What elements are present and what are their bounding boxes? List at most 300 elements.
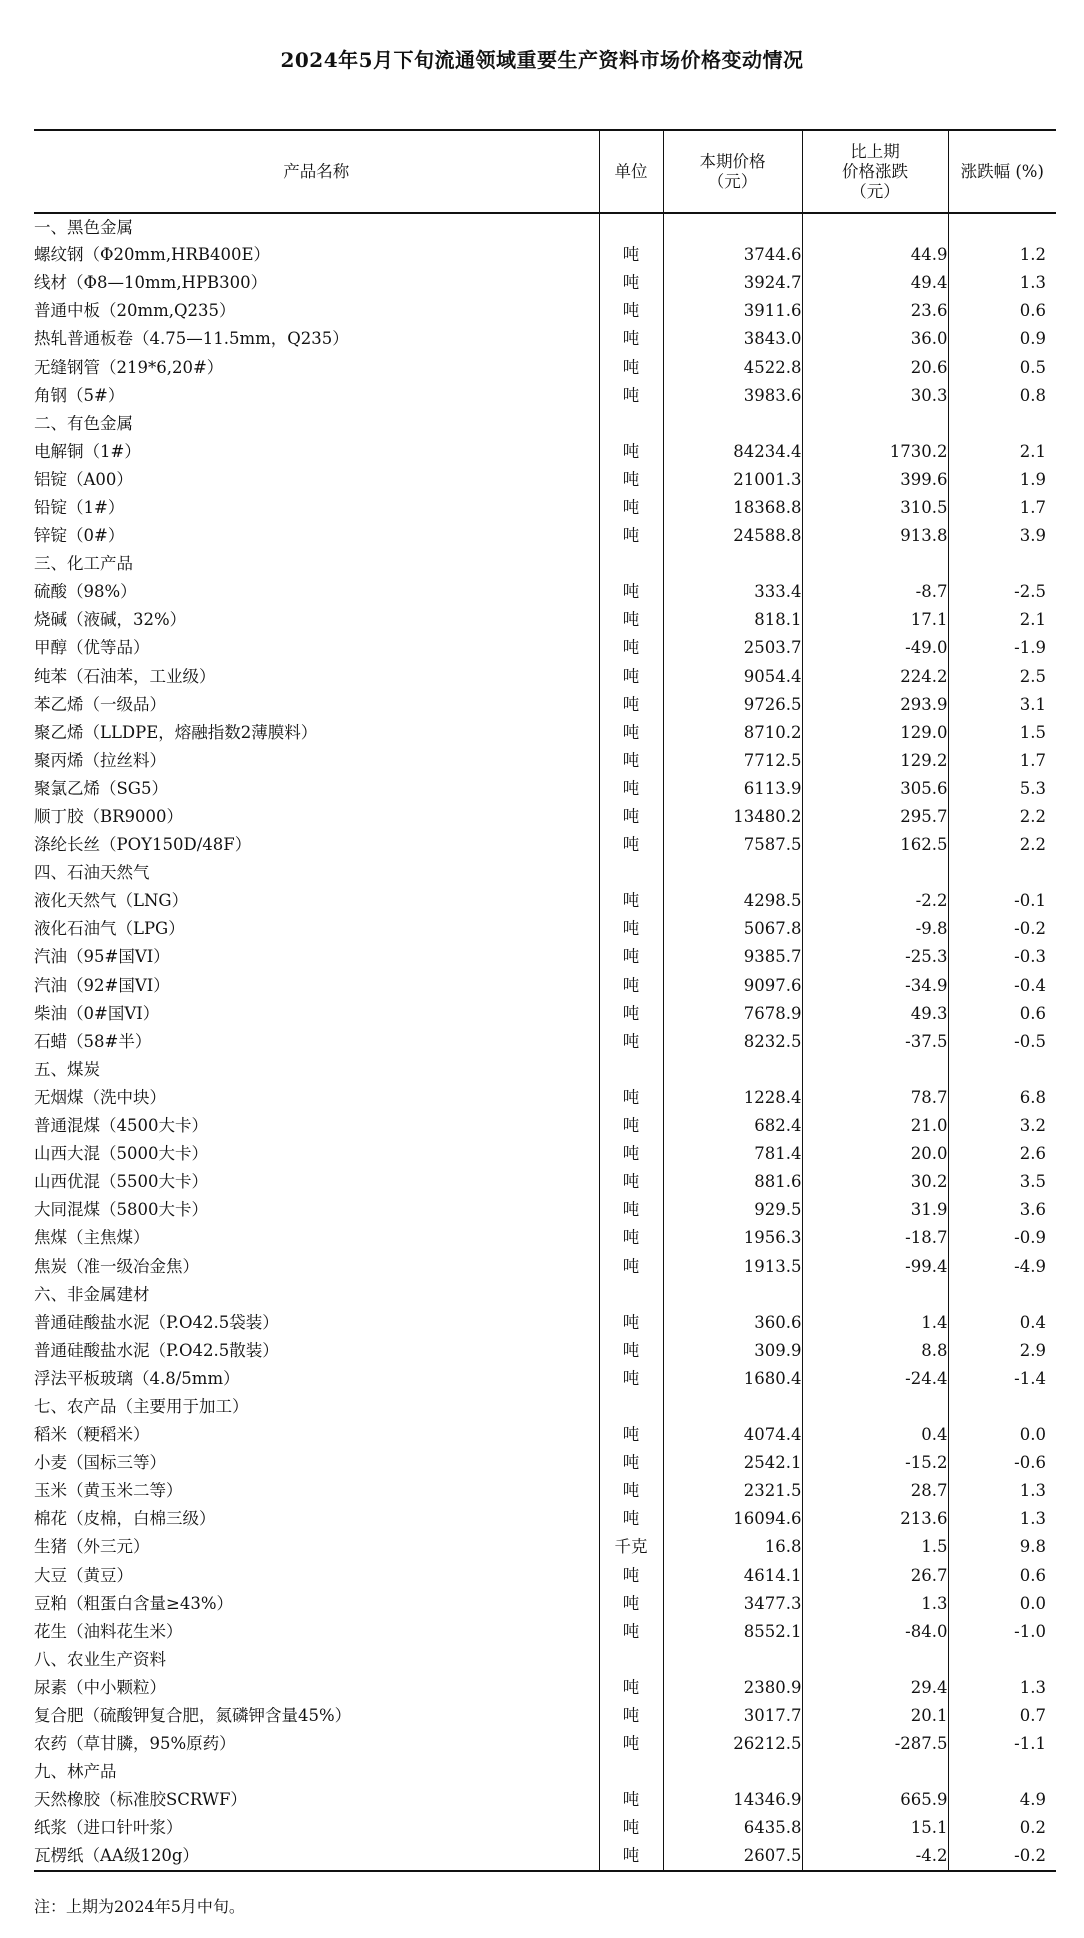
- product-price-change: 1.5: [802, 1533, 948, 1561]
- product-pct-change: 0.2: [948, 1814, 1056, 1842]
- product-pct-change: 2.5: [948, 663, 1056, 691]
- product-pct-change: 1.3: [948, 1477, 1056, 1505]
- product-price-change: -25.3: [802, 943, 948, 971]
- footnote: 注：上期为2024年5月中旬。: [34, 1897, 245, 1916]
- product-name: 热轧普通板卷（4.75—11.5mm，Q235）: [34, 329, 349, 349]
- product-unit: 吨: [599, 325, 663, 353]
- product-price: 2542.1: [663, 1449, 802, 1477]
- product-unit: 吨: [599, 1421, 663, 1449]
- product-pct-change: 1.3: [948, 1674, 1056, 1702]
- product-price: 1680.4: [663, 1365, 802, 1393]
- product-price: 84234.4: [663, 438, 802, 466]
- table-row: [34, 297, 1056, 325]
- product-name: 无烟煤（洗中块）: [34, 1087, 166, 1107]
- product-pct-change: 2.2: [948, 831, 1056, 859]
- product-price-change: -37.5: [802, 1028, 948, 1056]
- product-pct-change: -1.4: [948, 1365, 1056, 1393]
- product-price: 9726.5: [663, 691, 802, 719]
- table-row: [34, 943, 1056, 971]
- product-pct-change: 3.6: [948, 1196, 1056, 1224]
- product-name: 涤纶长丝（POY150D/48F）: [34, 835, 252, 855]
- product-price-change: 162.5: [802, 831, 948, 859]
- product-price-change: 293.9: [802, 691, 948, 719]
- product-name: 浮法平板玻璃（4.8/5mm）: [34, 1368, 240, 1388]
- category-change-cell: [802, 550, 948, 578]
- product-pct-change: 0.0: [948, 1590, 1056, 1618]
- product-price: 2607.5: [663, 1842, 802, 1870]
- category-row: [34, 1393, 1056, 1421]
- category-pct-cell: [948, 1646, 1056, 1674]
- product-price-change: -18.7: [802, 1224, 948, 1252]
- product-unit: 吨: [599, 634, 663, 662]
- product-price: 3983.6: [663, 382, 802, 410]
- product-name: 普通硅酸盐水泥（P.O42.5散装）: [34, 1340, 279, 1360]
- header-product-name: 产品名称: [34, 130, 599, 213]
- product-price: 3744.6: [663, 241, 802, 269]
- product-price-change: 30.3: [802, 382, 948, 410]
- category-unit-cell: [599, 1758, 663, 1786]
- table-row: [34, 1477, 1056, 1505]
- product-pct-change: 3.9: [948, 522, 1056, 550]
- product-pct-change: -0.3: [948, 943, 1056, 971]
- product-price-change: 49.4: [802, 269, 948, 297]
- product-pct-change: 9.8: [948, 1533, 1056, 1561]
- product-price: 9054.4: [663, 663, 802, 691]
- product-price-change: 665.9: [802, 1786, 948, 1814]
- product-pct-change: 1.3: [948, 269, 1056, 297]
- product-pct-change: 3.2: [948, 1112, 1056, 1140]
- product-pct-change: 0.0: [948, 1421, 1056, 1449]
- product-unit: 吨: [599, 241, 663, 269]
- product-unit: 吨: [599, 972, 663, 1000]
- category-pct-cell: [948, 410, 1056, 438]
- product-pct-change: 2.1: [948, 606, 1056, 634]
- product-price: 4614.1: [663, 1562, 802, 1590]
- product-price: 9385.7: [663, 943, 802, 971]
- product-name: 小麦（国标三等）: [34, 1453, 166, 1473]
- table-row: [34, 1084, 1056, 1112]
- table-row: [34, 522, 1056, 550]
- product-price: 24588.8: [663, 522, 802, 550]
- product-unit: 吨: [599, 1562, 663, 1590]
- table-row: [34, 1112, 1056, 1140]
- category-name: 五、煤炭: [34, 1059, 100, 1079]
- product-price-change: 21.0: [802, 1112, 948, 1140]
- product-pct-change: 1.7: [948, 494, 1056, 522]
- table-row: [34, 1168, 1056, 1196]
- product-name: 线材（Φ8—10mm,HPB300）: [34, 273, 268, 293]
- product-name: 普通混煤（4500大卡）: [34, 1116, 208, 1136]
- product-price: 3924.7: [663, 269, 802, 297]
- product-pct-change: -0.4: [948, 972, 1056, 1000]
- product-price-change: -49.0: [802, 634, 948, 662]
- table-row: [34, 831, 1056, 859]
- product-unit: 吨: [599, 943, 663, 971]
- product-price-change: 224.2: [802, 663, 948, 691]
- category-unit-cell: [599, 1646, 663, 1674]
- product-price-change: 129.2: [802, 747, 948, 775]
- product-name: 汽油（92#国VI）: [34, 975, 170, 995]
- product-pct-change: 1.5: [948, 719, 1056, 747]
- product-price-change: 28.7: [802, 1477, 948, 1505]
- product-unit: 吨: [599, 1084, 663, 1112]
- product-price: 6435.8: [663, 1814, 802, 1842]
- category-unit-cell: [599, 1281, 663, 1309]
- table-row: [34, 634, 1056, 662]
- product-pct-change: 5.3: [948, 775, 1056, 803]
- category-unit-cell: [599, 213, 663, 241]
- table-row: [34, 1842, 1056, 1870]
- table-row: [34, 1730, 1056, 1758]
- table-row: [34, 382, 1056, 410]
- product-name: 稻米（粳稻米）: [34, 1425, 150, 1445]
- product-price: 21001.3: [663, 466, 802, 494]
- product-name: 普通中板（20mm,Q235）: [34, 301, 236, 321]
- category-pct-cell: [948, 550, 1056, 578]
- table-row: [34, 494, 1056, 522]
- product-price: 18368.8: [663, 494, 802, 522]
- product-unit: 吨: [599, 1365, 663, 1393]
- product-unit: 吨: [599, 1786, 663, 1814]
- category-unit-cell: [599, 1056, 663, 1084]
- product-pct-change: 3.1: [948, 691, 1056, 719]
- product-name: 顺丁胶（BR9000）: [34, 807, 184, 827]
- product-name: 焦煤（主焦煤）: [34, 1228, 150, 1248]
- product-unit: 吨: [599, 747, 663, 775]
- product-name: 石蜡（58#半）: [34, 1031, 152, 1051]
- product-pct-change: 0.5: [948, 353, 1056, 381]
- product-price-change: 20.0: [802, 1140, 948, 1168]
- product-price-change: 129.0: [802, 719, 948, 747]
- product-name: 聚丙烯（拉丝料）: [34, 750, 166, 770]
- product-price: 5067.8: [663, 915, 802, 943]
- product-name: 山西大混（5000大卡）: [34, 1144, 208, 1164]
- table-row: [34, 1702, 1056, 1730]
- product-price: 9097.6: [663, 972, 802, 1000]
- product-name: 汽油（95#国VI）: [34, 947, 170, 967]
- table-row: [34, 1196, 1056, 1224]
- product-price: 360.6: [663, 1309, 802, 1337]
- product-name: 角钢（5#）: [34, 385, 125, 405]
- table-row: [34, 1309, 1056, 1337]
- product-pct-change: 2.6: [948, 1140, 1056, 1168]
- product-price: 3843.0: [663, 325, 802, 353]
- product-name: 大同混煤（5800大卡）: [34, 1200, 208, 1220]
- category-change-cell: [802, 1393, 948, 1421]
- header-price-line2: （元）: [707, 171, 758, 191]
- product-price-change: 44.9: [802, 241, 948, 269]
- table-row: [34, 353, 1056, 381]
- table-row: [34, 466, 1056, 494]
- product-unit: 吨: [599, 663, 663, 691]
- product-price: 8552.1: [663, 1618, 802, 1646]
- product-price-change: 30.2: [802, 1168, 948, 1196]
- table-row: [34, 1562, 1056, 1590]
- product-price-change: 36.0: [802, 325, 948, 353]
- product-pct-change: 0.9: [948, 325, 1056, 353]
- product-pct-change: 1.2: [948, 241, 1056, 269]
- price-table: [34, 129, 1056, 1872]
- product-unit: 吨: [599, 1618, 663, 1646]
- category-unit-cell: [599, 410, 663, 438]
- product-pct-change: -2.5: [948, 578, 1056, 606]
- product-price-change: 49.3: [802, 1000, 948, 1028]
- product-name: 大豆（黄豆）: [34, 1565, 133, 1585]
- category-pct-cell: [948, 1393, 1056, 1421]
- product-price-change: 20.1: [802, 1702, 948, 1730]
- product-unit: 吨: [599, 1730, 663, 1758]
- category-name: 一、黑色金属: [34, 217, 133, 237]
- product-price-change: 29.4: [802, 1674, 948, 1702]
- product-name: 普通硅酸盐水泥（P.O42.5袋装）: [34, 1312, 279, 1332]
- category-pct-cell: [948, 859, 1056, 887]
- product-name: 烧碱（液碱，32%）: [34, 610, 187, 630]
- product-name: 铝锭（A00）: [34, 469, 133, 489]
- product-price: 7712.5: [663, 747, 802, 775]
- category-price-cell: [663, 410, 802, 438]
- table-row: [34, 325, 1056, 353]
- product-unit: 吨: [599, 606, 663, 634]
- product-price-change: 31.9: [802, 1196, 948, 1224]
- category-pct-cell: [948, 213, 1056, 241]
- product-unit: 吨: [599, 887, 663, 915]
- table-row: [34, 1000, 1056, 1028]
- category-change-cell: [802, 1056, 948, 1084]
- product-name: 聚氯乙烯（SG5）: [34, 778, 168, 798]
- category-name: 六、非金属建材: [34, 1284, 150, 1304]
- product-price: 8232.5: [663, 1028, 802, 1056]
- table-row: [34, 269, 1056, 297]
- product-unit: 吨: [599, 1590, 663, 1618]
- product-price-change: 1.4: [802, 1309, 948, 1337]
- product-name: 纸浆（进口针叶浆）: [34, 1818, 183, 1838]
- product-price-change: 1730.2: [802, 438, 948, 466]
- category-name: 四、石油天然气: [34, 863, 150, 883]
- category-price-cell: [663, 1646, 802, 1674]
- product-unit: 吨: [599, 1702, 663, 1730]
- product-price: 3477.3: [663, 1590, 802, 1618]
- product-name: 柴油（0#国VI）: [34, 1003, 160, 1023]
- header-price: [663, 130, 802, 213]
- product-unit: 吨: [599, 831, 663, 859]
- product-pct-change: 4.9: [948, 1786, 1056, 1814]
- product-pct-change: 0.8: [948, 382, 1056, 410]
- product-pct-change: 6.8: [948, 1084, 1056, 1112]
- header-change-line2: 价格涨跌: [842, 161, 908, 181]
- product-name: 液化石油气（LPG）: [34, 919, 185, 939]
- product-name: 锌锭（0#）: [34, 526, 125, 546]
- product-pct-change: -0.2: [948, 1842, 1056, 1870]
- table-row: [34, 1224, 1056, 1252]
- category-row: [34, 859, 1056, 887]
- product-price-change: -34.9: [802, 972, 948, 1000]
- category-pct-cell: [948, 1758, 1056, 1786]
- product-price-change: -84.0: [802, 1618, 948, 1646]
- product-unit: 吨: [599, 803, 663, 831]
- product-price: 4522.8: [663, 353, 802, 381]
- product-price-change: -287.5: [802, 1730, 948, 1758]
- product-name: 铅锭（1#）: [34, 497, 125, 517]
- table-row: [34, 887, 1056, 915]
- table-row: [34, 803, 1056, 831]
- product-price-change: 913.8: [802, 522, 948, 550]
- category-price-cell: [663, 550, 802, 578]
- category-change-cell: [802, 213, 948, 241]
- table-row: [34, 1337, 1056, 1365]
- table-row: [34, 1786, 1056, 1814]
- table-row: [34, 719, 1056, 747]
- product-unit: 吨: [599, 438, 663, 466]
- product-pct-change: 0.4: [948, 1309, 1056, 1337]
- category-unit-cell: [599, 1393, 663, 1421]
- product-pct-change: 0.6: [948, 1562, 1056, 1590]
- product-price: 26212.5: [663, 1730, 802, 1758]
- product-name: 纯苯（石油苯，工业级）: [34, 666, 216, 686]
- product-pct-change: 0.6: [948, 297, 1056, 325]
- table-row: [34, 438, 1056, 466]
- product-unit: 吨: [599, 297, 663, 325]
- product-name: 硫酸（98%）: [34, 582, 137, 602]
- product-pct-change: -0.2: [948, 915, 1056, 943]
- product-price: 8710.2: [663, 719, 802, 747]
- product-name: 聚乙烯（LLDPE，熔融指数2薄膜料）: [34, 722, 318, 742]
- product-unit: 吨: [599, 269, 663, 297]
- product-price-change: 213.6: [802, 1505, 948, 1533]
- table-row: [34, 747, 1056, 775]
- product-price: 929.5: [663, 1196, 802, 1224]
- product-unit: 吨: [599, 1505, 663, 1533]
- product-name: 尿素（中小颗粒）: [34, 1677, 166, 1697]
- category-name: 八、农业生产资料: [34, 1649, 166, 1669]
- product-price-change: 305.6: [802, 775, 948, 803]
- table-row: [34, 1449, 1056, 1477]
- table-row: [34, 1252, 1056, 1280]
- product-pct-change: 1.7: [948, 747, 1056, 775]
- table-row: [34, 1365, 1056, 1393]
- table-row: [34, 915, 1056, 943]
- product-price: 16.8: [663, 1533, 802, 1561]
- category-price-cell: [663, 213, 802, 241]
- product-price-change: 26.7: [802, 1562, 948, 1590]
- header-price-line1: 本期价格: [699, 151, 766, 171]
- product-name: 复合肥（硫酸钾复合肥，氮磷钾含量45%）: [34, 1706, 352, 1726]
- product-unit: 吨: [599, 1028, 663, 1056]
- product-price-change: 15.1: [802, 1814, 948, 1842]
- category-change-cell: [802, 859, 948, 887]
- product-unit: 吨: [599, 719, 663, 747]
- table-row: [34, 1674, 1056, 1702]
- category-unit-cell: [599, 859, 663, 887]
- product-pct-change: -4.9: [948, 1252, 1056, 1280]
- table-row: [34, 241, 1056, 269]
- category-name: 二、有色金属: [34, 413, 133, 433]
- product-price-change: -8.7: [802, 578, 948, 606]
- category-pct-cell: [948, 1056, 1056, 1084]
- product-price: 7587.5: [663, 831, 802, 859]
- product-unit: 吨: [599, 691, 663, 719]
- product-price: 6113.9: [663, 775, 802, 803]
- product-name: 棉花（皮棉，白棉三级）: [34, 1509, 216, 1529]
- product-unit: 吨: [599, 353, 663, 381]
- product-name: 天然橡胶（标准胶SCRWF）: [34, 1790, 247, 1810]
- product-price: 16094.6: [663, 1505, 802, 1533]
- table-row: [34, 606, 1056, 634]
- product-price: 4298.5: [663, 887, 802, 915]
- product-unit: 吨: [599, 915, 663, 943]
- table-row: [34, 1590, 1056, 1618]
- category-price-cell: [663, 1056, 802, 1084]
- product-name: 焦炭（准一级冶金焦）: [34, 1256, 199, 1276]
- product-price: 2380.9: [663, 1674, 802, 1702]
- product-unit: 吨: [599, 522, 663, 550]
- product-price: 3911.6: [663, 297, 802, 325]
- category-row: [34, 1758, 1056, 1786]
- table-row: [34, 1505, 1056, 1533]
- product-unit: 吨: [599, 1449, 663, 1477]
- page-title: 2024年5月下旬流通领域重要生产资料市场价格变动情况: [280, 48, 804, 72]
- product-unit: 吨: [599, 1842, 663, 1870]
- product-name: 农药（草甘膦，95%原药）: [34, 1734, 236, 1754]
- product-unit: 吨: [599, 1000, 663, 1028]
- product-pct-change: -0.5: [948, 1028, 1056, 1056]
- header-pct-change: 涨跌幅 (%): [948, 130, 1056, 213]
- product-unit: 吨: [599, 382, 663, 410]
- product-unit: 吨: [599, 1309, 663, 1337]
- table-row: [34, 663, 1056, 691]
- product-pct-change: 0.6: [948, 1000, 1056, 1028]
- product-unit: 吨: [599, 1140, 663, 1168]
- header-change-line1: 比上期: [850, 141, 900, 161]
- product-price: 309.9: [663, 1337, 802, 1365]
- product-unit: 吨: [599, 1477, 663, 1505]
- product-unit: 吨: [599, 494, 663, 522]
- table-row: [34, 1533, 1056, 1561]
- product-unit: 吨: [599, 1252, 663, 1280]
- product-pct-change: -0.1: [948, 887, 1056, 915]
- product-price-change: 0.4: [802, 1421, 948, 1449]
- product-price: 14346.9: [663, 1786, 802, 1814]
- product-price: 1956.3: [663, 1224, 802, 1252]
- product-price-change: -24.4: [802, 1365, 948, 1393]
- product-price-change: 1.3: [802, 1590, 948, 1618]
- product-price: 7678.9: [663, 1000, 802, 1028]
- product-unit: 吨: [599, 1168, 663, 1196]
- product-price-change: -15.2: [802, 1449, 948, 1477]
- product-name: 电解铜（1#）: [34, 441, 141, 461]
- product-price-change: -99.4: [802, 1252, 948, 1280]
- product-pct-change: 1.3: [948, 1505, 1056, 1533]
- category-row: [34, 1646, 1056, 1674]
- category-change-cell: [802, 410, 948, 438]
- product-price: 2503.7: [663, 634, 802, 662]
- product-pct-change: 2.2: [948, 803, 1056, 831]
- table-body: [34, 213, 1056, 1871]
- product-name: 生猪（外三元）: [34, 1537, 150, 1557]
- table-row: [34, 1814, 1056, 1842]
- table-row: [34, 972, 1056, 1000]
- product-price: 781.4: [663, 1140, 802, 1168]
- product-unit: 吨: [599, 775, 663, 803]
- table-row: [34, 1028, 1056, 1056]
- category-change-cell: [802, 1281, 948, 1309]
- product-pct-change: 1.9: [948, 466, 1056, 494]
- table-row: [34, 578, 1056, 606]
- product-pct-change: -0.9: [948, 1224, 1056, 1252]
- product-price-change: 295.7: [802, 803, 948, 831]
- product-price-change: 20.6: [802, 353, 948, 381]
- product-unit: 吨: [599, 1112, 663, 1140]
- category-change-cell: [802, 1758, 948, 1786]
